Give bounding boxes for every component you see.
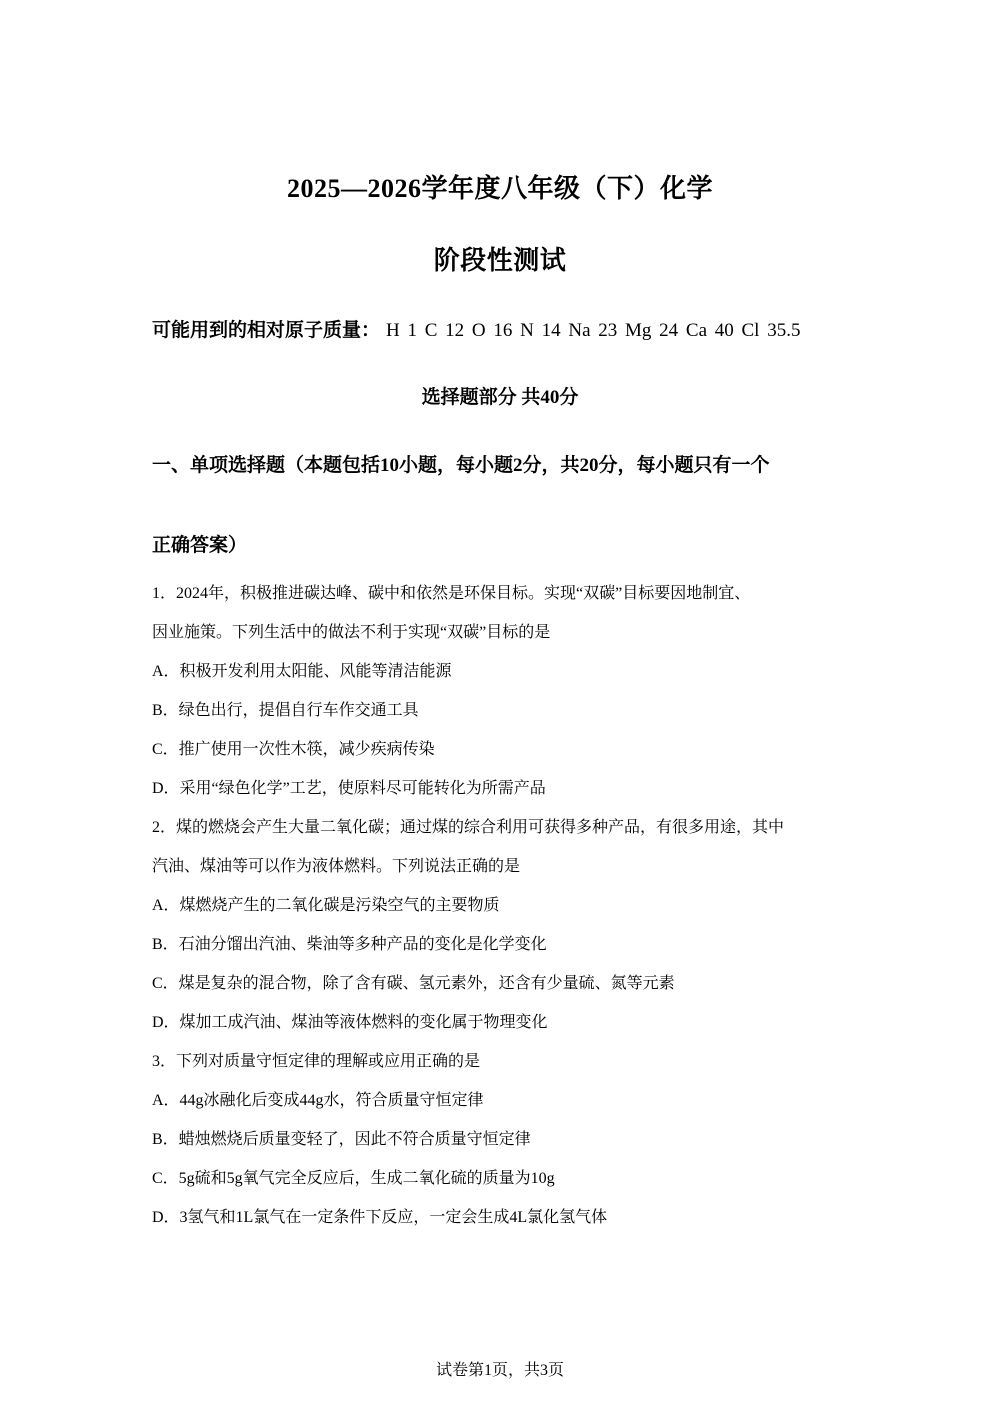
question-1-stem-line1: 1．2024年，积极推进碳达峰、碳中和依然是环保目标。实现“双碳”目标要因地制宜、	[152, 585, 751, 602]
question-3-option-b: B．蜡烛燃烧后质量变轻了，因此不符合质量守恒定律	[152, 1131, 531, 1148]
question-3-option-c: C．5g硫和5g氧气完全反应后，生成二氧化硫的质量为10g	[152, 1170, 555, 1187]
question-2-option-a: A．煤燃烧产生的二氧化碳是污染空气的主要物质	[152, 897, 500, 914]
exam-title: 2025—2026学年度八年级（下）化学	[286, 174, 713, 203]
question-1-option-d: D．采用“绿色化学”工艺，使原料尽可能转化为所需产品	[152, 780, 546, 797]
question-1-option-a: A．积极开发利用太阳能、风能等清洁能源	[152, 663, 452, 680]
exam-subtitle: 阶段性测试	[433, 246, 567, 275]
question-2-stem-line2: 汽油、煤油等可以作为液体燃料。下列说法正确的是	[152, 858, 521, 875]
atomic-mass-label: 可能用到的相对原子质量：	[152, 320, 381, 341]
part-header: 选择题部分 共40分	[421, 387, 579, 408]
section-heading-line2: 正确答案）	[152, 535, 248, 556]
question-2-stem-line1: 2．煤的燃烧会产生大量二氧化碳；通过煤的综合利用可获得多种产品，有很多用途，其中	[152, 819, 785, 836]
atomic-mass-line	[152, 315, 800, 342]
question-3-option-a: A．44g冰融化后变成44g水，符合质量守恒定律	[152, 1092, 484, 1109]
question-2-option-b: B．石油分馏出汽油、柴油等多种产品的变化是化学变化	[152, 936, 547, 953]
question-1-option-c: C．推广使用一次性木筷，减少疾病传染	[152, 741, 435, 758]
question-1-option-b: B．绿色出行，提倡自行车作交通工具	[152, 702, 419, 719]
atomic-mass-values: H 1 C 12 O 16 N 14 Na 23 Mg 24 Ca 40 Cl 35.5	[386, 320, 801, 341]
section-heading-line1: 一、单项选择题（本题包括10小题，每小题2分，共20分，每小题只有一个	[152, 455, 770, 476]
question-3-stem-line1: 3．下列对质量守恒定律的理解或应用正确的是	[152, 1053, 481, 1070]
question-1-stem-line2: 因业施策。下列生活中的做法不利于实现“双碳”目标的是	[152, 624, 551, 641]
question-3-option-d: D．3氢气和1L氯气在一定条件下反应，一定会生成4L氯化氢气体	[152, 1209, 608, 1226]
question-2-option-d: D．煤加工成汽油、煤油等液体燃料的变化属于物理变化	[152, 1014, 548, 1031]
page-footer: 试卷第1页，共3页	[435, 1362, 564, 1379]
question-2-option-c: C．煤是复杂的混合物，除了含有碳、氢元素外，还含有少量硫、氮等元素	[152, 975, 675, 992]
